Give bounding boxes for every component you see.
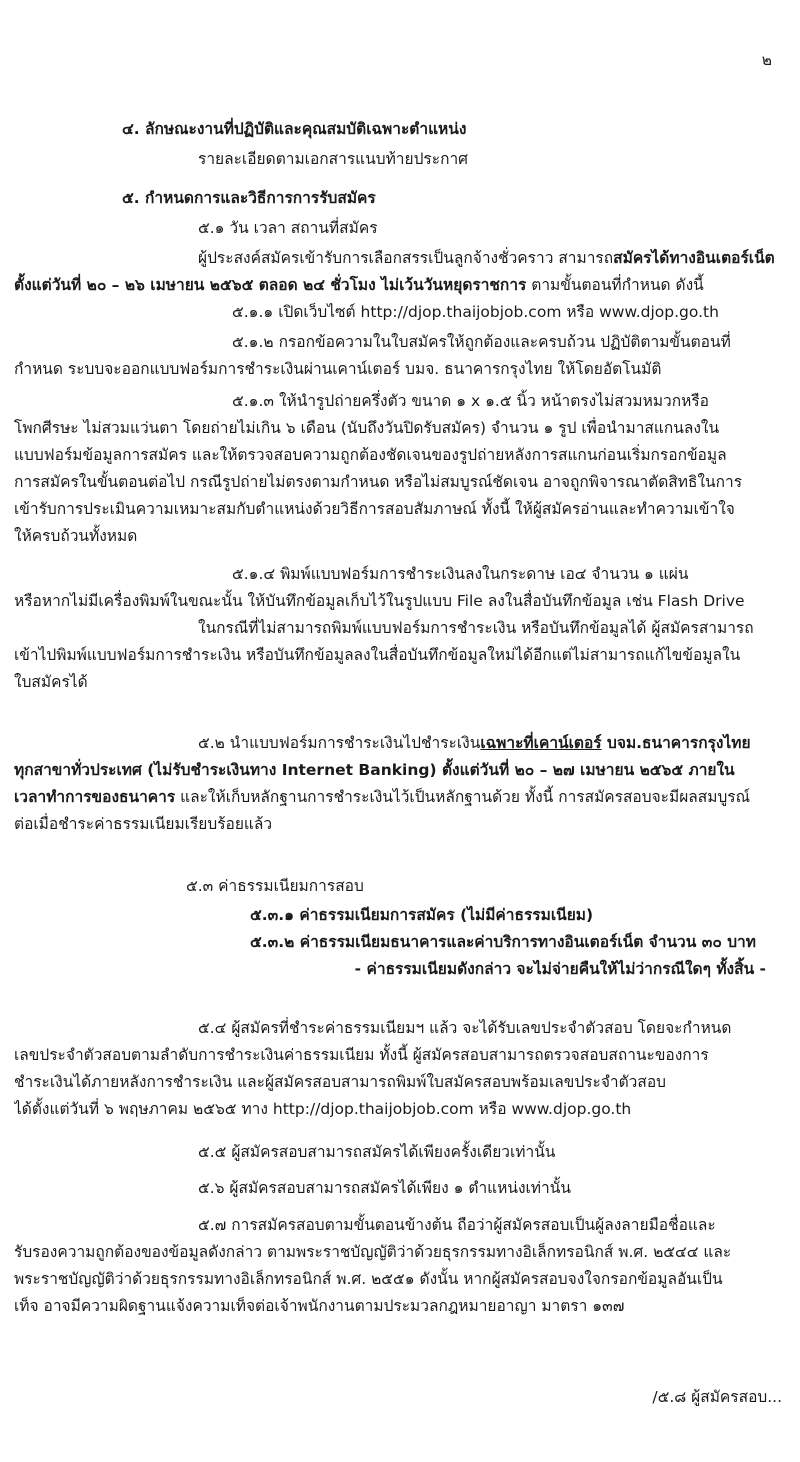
section-5-4-line-2: เลขประจำตัวสอบตามลำดับการชำระเงินค่าธรรมเนียม ทั้งนี้ ผู้สมัครสอบสามารถตรวจสอบสถานะของการ bbox=[14, 1046, 709, 1064]
item-5-1-4-line-1: ๕.๑.๔ พิมพ์แบบฟอร์มการชำระเงินลงในกระดาษ เอ๔ จำนวน ๑ แผ่น bbox=[232, 565, 689, 583]
fee-non-refundable-note: - ค่าธรรมเนียมดังกล่าว จะไม่จ่ายคืนให้ไม่ว่ากรณีใดๆ ทั้งสิ้น - bbox=[354, 960, 766, 978]
counter-only-text: เฉพาะที่เคาน์เตอร์ bbox=[480, 734, 602, 752]
section-5-7-line-1: ๕.๗ การสมัครสอบตามขั้นตอนข้างต้น ถือว่าผู้สมัครสอบเป็นผู้ลงลายมือชื่อและ bbox=[198, 1216, 716, 1234]
intro-text: ผู้ประสงค์สมัครเข้ารับการเลือกสรรเป็นลูกจ้างชั่วคราว สามารถ bbox=[198, 249, 614, 267]
section-4-heading: ๔. ลักษณะงานที่ปฏิบัติและคุณสมบัติเฉพาะตำแหน่ง bbox=[122, 120, 467, 138]
payment-text: ๕.๒ นำแบบฟอร์มการชำระเงินไปชำระเงิน bbox=[198, 734, 481, 752]
section-5-1-intro-line-2 bbox=[14, 273, 784, 299]
item-5-1-3-line-2: โพกศีรษะ ไม่สวมแว่นตา โดยถ่ายไม่เกิน ๖ เดือน (นับถึงวันปิดรับสมัคร) จำนวน ๑ รูป เพื่อนำมาสแกนลงใน bbox=[14, 419, 720, 437]
item-5-1-2-line-1: ๕.๑.๒ กรอกข้อความในใบสมัครให้ถูกต้องและครบถ้วน ปฏิบัติตามขั้นตอนที่ bbox=[232, 333, 731, 351]
section-5-7-line-2: รับรองความถูกต้องของข้อมูลดังกล่าว ตามพระราชบัญญัติว่าด้วยธุรกรรมทางอิเล็กทรอนิกส์ พ.ศ. ๒๕๔๔ และ bbox=[14, 1243, 732, 1261]
section-5-7-line-3: พระราชบัญญัติว่าด้วยธุรกรรมทางอิเล็กทรอนิกส์ พ.ศ. ๒๕๕๑ ดังนั้น หากผู้สมัครสอบจงใจกรอกข้อมูลอันเป็น bbox=[14, 1270, 723, 1288]
section-5-1-intro-line-1 bbox=[198, 246, 780, 272]
continuation-marker: /๕.๘ ผู้สมัครสอบ... bbox=[652, 1388, 782, 1406]
item-5-1-4-line-5: ใบสมัครได้ bbox=[14, 673, 88, 691]
item-5-1-4-line-4: เข้าไปพิมพ์แบบฟอร์มการชำระเงิน หรือบันทึกข้อมูลลงในสื่อบันทึกข้อมูลใหม่ได้อีกแต่ไม่สามารถแก้ไขข้อมูลใน bbox=[14, 646, 741, 664]
section-5-4-line-4: ได้ตั้งแต่วันที่ ๖ พฤษภาคม ๒๕๖๕ ทาง http://djop.thaijobjob.com หรือ www.djop.go.th bbox=[14, 1100, 632, 1118]
item-5-1-3-line-5: เข้ารับการประเมินความเหมาะสมกับตำแหน่งด้วยวิธีการสอบสัมภาษณ์ ทั้งนี้ ให้ผู้สมัครอ่านและทำความเข้าใจ bbox=[14, 500, 735, 518]
application-period-text: ตั้งแต่วันที่ ๒๐ – ๒๖ เมษายน ๒๕๖๕ ตลอด ๒๔ ชั่วโมง ไม่เว้นวันหยุดราชการ bbox=[14, 276, 527, 294]
item-5-1-3-line-4: การสมัครในขั้นตอนต่อไป กรณีรูปถ่ายไม่ตรงตามกำหนด หรือไม่สมบูรณ์ชัดเจน อาจถูกพิจารณาตัดสิทธิในการ bbox=[14, 473, 743, 491]
section-5-2-line-3 bbox=[14, 785, 784, 811]
intro-steps-text: ตามขั้นตอนที่กำหนด ดังนี้ bbox=[526, 276, 704, 294]
item-5-3-1: ๕.๓.๑ ค่าธรรมเนียมการสมัคร (ไม่มีค่าธรรมเนียม) bbox=[250, 906, 594, 924]
section-5-1-title: ๕.๑ วัน เวลา สถานที่สมัคร bbox=[198, 219, 378, 237]
section-5-heading: ๕. กำหนดการและวิธีการการรับสมัคร bbox=[122, 189, 376, 207]
section-5-3-title: ๕.๓ ค่าธรรมเนียมการสอบ bbox=[186, 877, 364, 895]
section-5-2-line-1 bbox=[198, 731, 782, 757]
section-5-2-line-4: ต่อเมื่อชำระค่าธรรมเนียมเรียบร้อยแล้ว bbox=[14, 815, 273, 833]
section-5-5: ๕.๕ ผู้สมัครสอบสามารถสมัครได้เพียงครั้งเดียวเท่านั้น bbox=[198, 1143, 556, 1161]
section-5-6: ๕.๖ ผู้สมัครสอบสามารถสมัครได้เพียง ๑ ตำแหน่งเท่านั้น bbox=[198, 1179, 571, 1197]
item-5-3-2: ๕.๓.๒ ค่าธรรมเนียมธนาคารและค่าบริการทางอินเตอร์เน็ต จำนวน ๓๐ บาท bbox=[250, 933, 756, 951]
item-5-1-3-line-6: ให้ครบถ้วนทั้งหมด bbox=[14, 527, 138, 545]
item-5-1-4-line-2: หรือหากไม่มีเครื่องพิมพ์ในขณะนั้น ให้บันทึกข้อมูลเก็บไว้ในรูปแบบ File ลงในสื่อบันทึกข้อมูล เช่น Flash Drive bbox=[14, 592, 745, 610]
bank-name-text: บจม.ธนาคารกรุงไทย bbox=[601, 734, 751, 752]
item-5-1-3-line-1: ๕.๑.๓ ให้นำรูปถ่ายครึ่งตัว ขนาด ๑ x ๑.๕ นิ้ว หน้าตรงไม่สวมหมวกหรือ bbox=[232, 392, 709, 410]
section-5-4-line-3: ชำระเงินได้ภายหลังการชำระเงิน และผู้สมัครสอบสามารถพิมพ์ใบสมัครสอบพร้อมเลขประจำตัวสอบ bbox=[14, 1073, 666, 1091]
item-5-1-3-line-3: แบบฟอร์มข้อมูลการสมัคร และให้ตรวจสอบความถูกต้องชัดเจนของรูปถ่ายหลังการสแกนก่อนเริ่มกรอกข้อมูล bbox=[14, 446, 727, 464]
page-number: ๒ bbox=[761, 51, 772, 69]
receipt-note-text: และให้เก็บหลักฐานการชำระเงินไว้เป็นหลักฐานด้วย ทั้งนี้ การสมัครสอบจะมีผลสมบูรณ์ bbox=[175, 788, 751, 806]
section-5-7-line-4: เท็จ อาจมีความผิดฐานแจ้งความเท็จต่อเจ้าพนักงานตามประมวลกฎหมายอาญา มาตรา ๑๓๗ bbox=[14, 1297, 625, 1315]
section-4-detail: รายละเอียดตามเอกสารแนบท้ายประกาศ bbox=[198, 150, 469, 168]
bank-hours-text: เวลาทำการของธนาคาร bbox=[14, 788, 176, 806]
item-5-1-4-line-3: ในกรณีที่ไม่สามารถพิมพ์แบบฟอร์มการชำระเงิน หรือบันทึกข้อมูลได้ ผู้สมัครสามารถ bbox=[198, 619, 754, 637]
item-5-1-2-line-2: กำหนด ระบบจะออกแบบฟอร์มการชำระเงินผ่านเคาน์เตอร์ บมจ. ธนาคารกรุงไทย ให้โดยอัตโนมัติ bbox=[14, 360, 662, 378]
section-5-4-line-1: ๕.๔ ผู้สมัครที่ชำระค่าธรรมเนียมฯ แล้ว จะได้รับเลขประจำตัวสอบ โดยจะกำหนด bbox=[198, 1019, 732, 1037]
section-5-2-line-2: ทุกสาขาทั่วประเทศ (ไม่รับชำระเงินทาง Internet Banking) ตั้งแต่วันที่ ๒๐ – ๒๗ เมษายน ๒๕๖๕ ภายใน bbox=[14, 761, 735, 779]
intro-online-text: สมัครได้ทางอินเตอร์เน็ต bbox=[613, 249, 775, 267]
item-5-1-1: ๕.๑.๑ เปิดเว็บไซต์ http://djop.thaijobjob.com หรือ www.djop.go.th bbox=[232, 303, 719, 321]
